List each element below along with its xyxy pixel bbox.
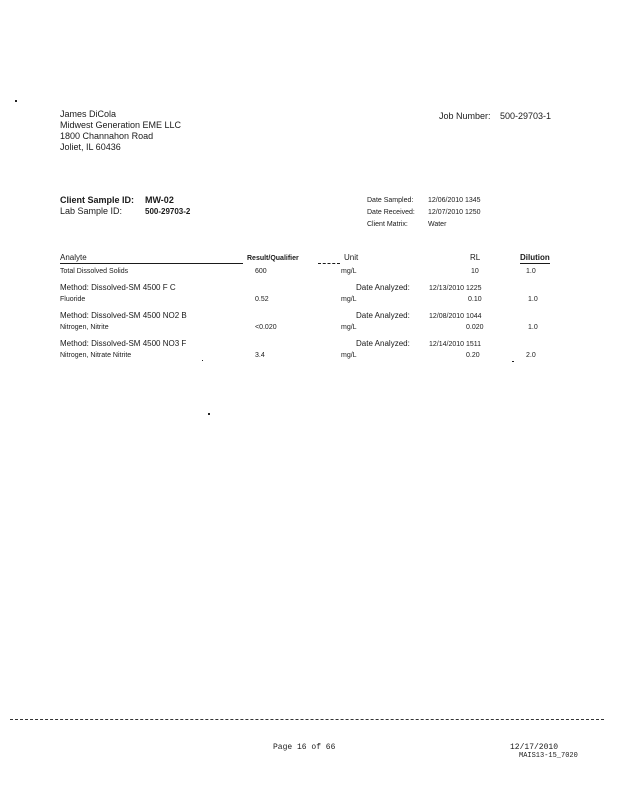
table-row-result: <0.020 [255, 324, 277, 331]
result-header: Result/Qualifier [247, 255, 299, 262]
dilution-header: Dilution [520, 253, 550, 262]
table-row-dilution: 1.0 [526, 268, 536, 275]
street-address: 1800 Channahon Road [60, 131, 154, 141]
client-sample-id: MW-02 [145, 195, 174, 205]
table-row-dilution: 1.0 [528, 324, 538, 331]
job-number: 500-29703-1 [500, 111, 552, 121]
scan-speck [202, 360, 203, 361]
header-rule [318, 263, 340, 264]
date-analyzed-label: Date Analyzed: [356, 339, 410, 348]
lab-sample-id: 500-29703-2 [145, 207, 191, 216]
table-row-unit: mg/L [341, 352, 357, 359]
table-row-rl: 0.20 [466, 352, 480, 359]
table-row-rl: 10 [471, 268, 479, 275]
table-row-analyte: Nitrogen, Nitrite [60, 324, 109, 331]
date-analyzed: 12/14/2010 1511 [429, 341, 482, 348]
table-row-dilution: 1.0 [528, 296, 538, 303]
table-row-result: 3.4 [255, 352, 265, 359]
scan-speck [15, 100, 17, 102]
footer-divider [10, 719, 604, 720]
job-number-label: Job Number: [439, 111, 491, 121]
date-sampled: 12/06/2010 1345 [428, 197, 481, 204]
analyte-header: Analyte [60, 253, 243, 264]
table-row-rl: 0.10 [468, 296, 482, 303]
table-row-analyte: Total Dissolved Solids [60, 268, 129, 275]
date-analyzed: 12/08/2010 1044 [429, 313, 482, 320]
date-received-label: Date Received: [367, 209, 415, 216]
date-analyzed-label: Date Analyzed: [356, 311, 410, 320]
table-row-unit: mg/L [341, 296, 357, 303]
table-row-unit: mg/L [341, 324, 357, 331]
table-row-analyte: Fluoride [60, 296, 86, 303]
company-name: Midwest Generation EME LLC [60, 120, 182, 130]
date-sampled-label: Date Sampled: [367, 197, 414, 204]
date-analyzed: 12/13/2010 1225 [429, 285, 482, 292]
client-matrix-label: Client Matrix: [367, 221, 408, 228]
table-row-rl: 0.020 [466, 324, 484, 331]
method-title: Method: Dissolved-SM 4500 NO2 B [60, 311, 187, 320]
client-matrix: Water [428, 221, 447, 228]
date-received: 12/07/2010 1250 [428, 209, 481, 216]
scan-speck [512, 361, 514, 362]
contact-name: James DiCola [60, 109, 117, 119]
method-title: Method: Dissolved-SM 4500 NO3 F [60, 339, 187, 348]
table-row-result: 0.52 [255, 296, 269, 303]
page-number: Page 16 of 66 [273, 743, 336, 752]
city-state-zip: Joliet, IL 60436 [60, 142, 121, 152]
footer-date: 12/17/2010 [510, 743, 559, 752]
scan-speck [208, 413, 210, 415]
method-title: Method: Dissolved-SM 4500 F C [60, 283, 176, 292]
table-row-unit: mg/L [341, 268, 357, 275]
table-row-dilution: 2.0 [526, 352, 536, 359]
footer-code: MAIS13-15_7020 [519, 752, 578, 760]
lab-sample-id-label: Lab Sample ID: [60, 206, 123, 216]
table-row-analyte: Nitrogen, Nitrate Nitrite [60, 352, 132, 359]
rl-header: RL [470, 253, 481, 262]
unit-header: Unit [344, 253, 359, 262]
table-row-result: 600 [255, 268, 267, 275]
client-sample-id-label: Client Sample ID: [60, 195, 135, 205]
date-analyzed-label: Date Analyzed: [356, 283, 410, 292]
